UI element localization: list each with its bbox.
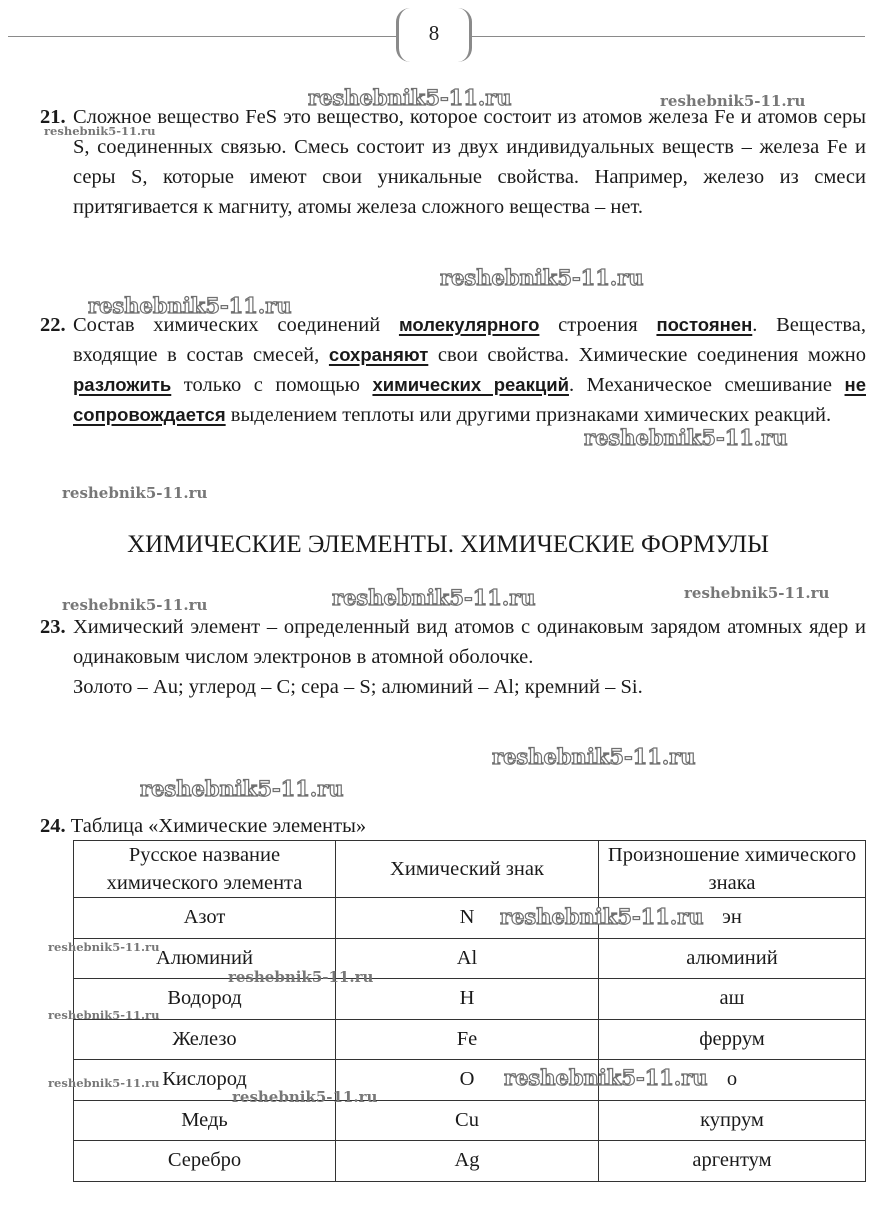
watermark: reshebnik5-11.ru [584,425,788,450]
answer-not-accompanied: не сопровождается [73,374,866,425]
answer-molecular: молекулярного [398,314,540,335]
watermark: reshebnik5-11.ru [500,904,704,929]
watermark: reshebnik5-11.ru [660,92,806,110]
task-number: 22. [40,314,66,336]
table-row: Медь Cu купрум [74,1100,866,1141]
table-row: Кислород O о [74,1060,866,1101]
header-rule-left [8,36,396,37]
table-row: Алюминий Al алюминий [74,938,866,979]
task-text: Сложное вещество FeS это вещество, которое состоит из атомов железа Fe и атомов серы S, соединенных связью. Смесь состоит из двух индивидуальных веществ – железа Fe и серы S, которые имеют свои уникальные свойства. Например, железо из смеси притягивается к магниту, атомы железа сложного вещества – нет. [73,106,866,218]
watermark: reshebnik5-11.ru [48,940,160,954]
watermark: reshebnik5-11.ru [504,1065,708,1090]
watermark: reshebnik5-11.ru [332,585,536,610]
watermark: reshebnik5-11.ru [232,1088,378,1106]
watermark: reshebnik5-11.ru [88,293,292,318]
watermark: reshebnik5-11.ru [684,584,830,602]
watermark: reshebnik5-11.ru [62,484,208,502]
table-row: Железо Fe феррум [74,1019,866,1060]
task-number: 21. [40,106,66,128]
watermark: reshebnik5-11.ru [48,1008,160,1022]
task-examples: Золото – Au; углерод – C; сера – S; алюминий – Al; кремний – Si. [73,676,643,698]
task-number: 23. [40,616,66,638]
page-number: 8 [396,8,472,62]
watermark: reshebnik5-11.ru [48,1076,160,1090]
table-row: Серебро Ag аргентум [74,1141,866,1182]
task-24-caption [40,812,366,840]
answer-constant: постоянен [656,314,753,335]
task-22 [40,310,866,430]
task-text: Химический элемент – определенный вид атомов с одинаковым зарядом атомных ядер и одинаковым числом электронов в атомной оболочке. [73,616,866,668]
header-symbol: Химический знак [336,841,599,898]
elements-table [73,840,866,1182]
task-23 [40,612,866,702]
header-rule-right [472,36,865,37]
watermark: reshebnik5-11.ru [492,744,696,769]
section-heading: ХИМИЧЕСКИЕ ЭЛЕМЕНТЫ. ХИМИЧЕСКИЕ ФОРМУЛЫ [127,531,769,558]
answer-decompose: разложить [73,374,172,395]
header-pronunciation: Произношение химического знака [599,841,866,898]
watermark: reshebnik5-11.ru [308,85,512,110]
answer-chemical-reactions: химических реакций [372,374,569,395]
table-header-row [74,841,866,898]
watermark: reshebnik5-11.ru [62,596,208,614]
task-text: Состав химических соединений молекулярного строения постоянен. Вещества, входящие в состав смесей, сохраняют свои свойства. Химические соединения можно разложить только с помощью химических реакций. Механическое смешивание не сопровождается выделением теплоты или другими признаками химических реакций. [73,314,867,426]
task-number: 24. [40,815,66,837]
watermark: reshebnik5-11.ru [140,776,344,801]
watermark: reshebnik5-11.ru [440,265,644,290]
table-row: Водород H аш [74,979,866,1020]
task-21 [40,102,866,222]
watermark: reshebnik5-11.ru [44,124,156,138]
table-title: Таблица «Химические элементы» [70,815,367,837]
header-russian-name: Русское название химического элемента [74,841,336,898]
table-row: Азот N эн [74,898,866,939]
answer-keep: сохраняют [328,344,429,365]
watermark: reshebnik5-11.ru [228,968,374,986]
